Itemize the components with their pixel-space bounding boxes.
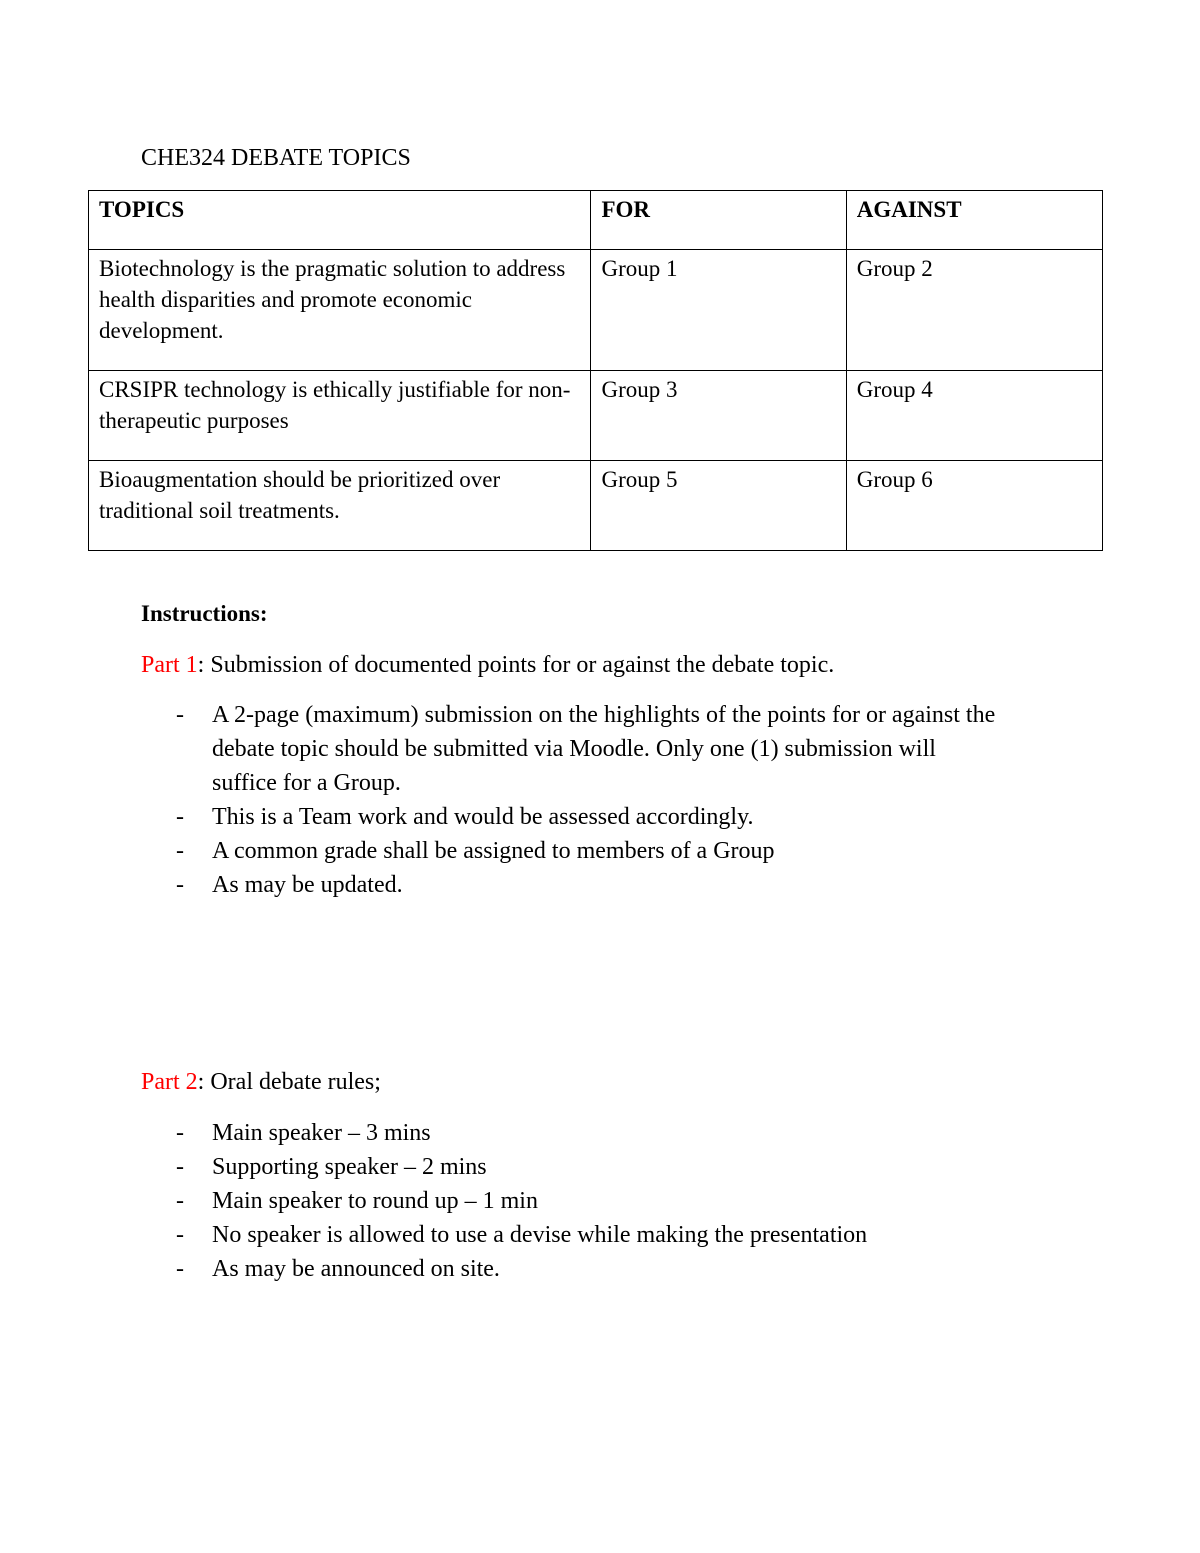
- part2-list: [176, 1116, 996, 1286]
- table-row: [89, 461, 1103, 551]
- against-cell: Group 2: [846, 250, 1102, 371]
- bullet-dash: -: [176, 1256, 184, 1282]
- list-item: [176, 800, 996, 834]
- list-item: [176, 1184, 996, 1218]
- list-item: [176, 1252, 996, 1286]
- part2-heading: [141, 1066, 381, 1098]
- part1-text: : Submission of documented points for or against the debate topic.: [197, 652, 835, 678]
- list-item-text: No speaker is allowed to use a devise while making the presentation: [212, 1222, 868, 1248]
- list-item-text: A common grade shall be assigned to members of a Group: [212, 838, 775, 864]
- bullet-dash: -: [176, 1120, 184, 1146]
- list-item: [176, 1116, 996, 1150]
- for-cell: Group 3: [591, 371, 846, 461]
- topic-cell: Bioaugmentation should be prioritized over traditional soil treatments.: [89, 461, 591, 551]
- list-item: [176, 1218, 996, 1252]
- table-row: [89, 371, 1103, 461]
- bullet-dash: -: [176, 838, 184, 864]
- list-item: [176, 698, 996, 800]
- bullet-dash: -: [176, 702, 184, 728]
- debate-topics-table: [88, 190, 1103, 551]
- bullet-dash: -: [176, 1154, 184, 1180]
- list-item-text: Main speaker – 3 mins: [212, 1120, 431, 1146]
- part1-label: Part 1: [141, 652, 198, 678]
- header-for: FOR: [591, 191, 846, 250]
- list-item-text: Main speaker to round up – 1 min: [212, 1188, 538, 1214]
- topic-cell: CRSIPR technology is ethically justifiable for non-therapeutic purposes: [89, 371, 591, 461]
- bullet-dash: -: [176, 1188, 184, 1214]
- instructions-heading: Instructions:: [141, 601, 268, 626]
- list-item-text: Supporting speaker – 2 mins: [212, 1154, 487, 1180]
- document-title: CHE324 DEBATE TOPICS: [141, 145, 411, 171]
- bullet-dash: -: [176, 804, 184, 830]
- for-cell: Group 1: [591, 250, 846, 371]
- list-item-text: As may be updated.: [212, 872, 403, 898]
- list-item-text: A 2-page (maximum) submission on the highlights of the points for or against the debate topic should be submitted via Moodle. Only one (1) submission will suffice for a Group.: [212, 702, 996, 796]
- list-item: [176, 868, 996, 902]
- list-item: [176, 834, 996, 868]
- part2-label: Part 2: [141, 1069, 198, 1095]
- part2-text: : Oral debate rules;: [197, 1069, 381, 1095]
- bullet-dash: -: [176, 872, 184, 898]
- list-item-text: As may be announced on site.: [212, 1256, 500, 1282]
- bullet-dash: -: [176, 1222, 184, 1248]
- against-cell: Group 4: [846, 371, 1102, 461]
- topic-cell: Biotechnology is the pragmatic solution to address health disparities and promote economic development.: [89, 250, 591, 371]
- table-header-row: [89, 191, 1103, 250]
- for-cell: Group 5: [591, 461, 846, 551]
- against-cell: Group 6: [846, 461, 1102, 551]
- table-row: [89, 250, 1103, 371]
- part1-list: [176, 698, 996, 902]
- list-item: [176, 1150, 996, 1184]
- list-item-text: This is a Team work and would be assessed accordingly.: [212, 804, 754, 830]
- header-against: AGAINST: [846, 191, 1102, 250]
- part1-heading: [141, 649, 834, 681]
- header-topics: TOPICS: [89, 191, 591, 250]
